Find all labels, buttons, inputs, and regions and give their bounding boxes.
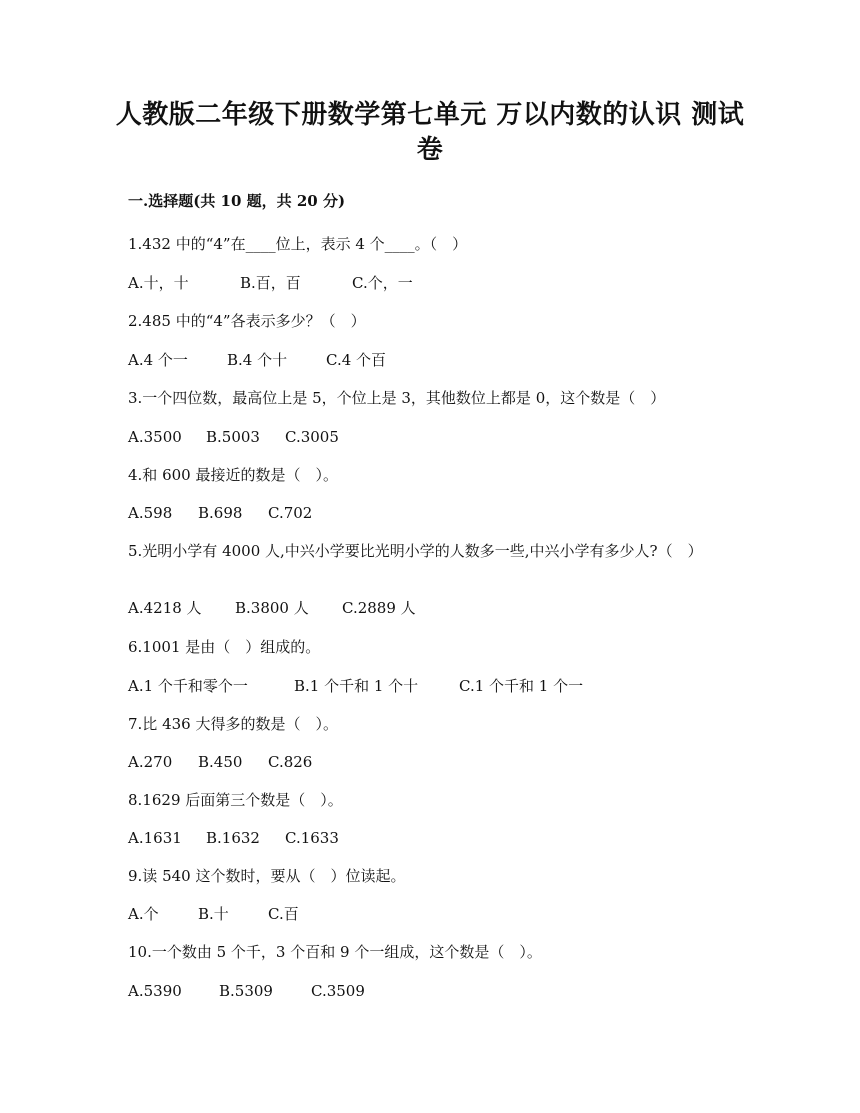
section-heading: 一.选择题(共 10 题，共 20 分) [128, 192, 346, 210]
options-9 [128, 904, 299, 924]
question-10: 10.一个数由 5 个千，3 个百和 9 个一组成，这个数是（ ）。 [128, 943, 542, 961]
question-4: 4.和 600 最接近的数是（ ）。 [128, 466, 338, 484]
option-a: A.1631 [128, 829, 182, 847]
question-8: 8.1629 后面第三个数是（ ）。 [128, 791, 343, 809]
option-a: A.个 [128, 905, 159, 923]
option-c: C.个，一 [352, 274, 413, 292]
option-c: C.2889 人 [342, 599, 416, 617]
options-2 [128, 350, 386, 370]
options-4 [128, 503, 312, 523]
option-b: B.3800 人 [235, 599, 309, 617]
option-b: B.百，百 [240, 274, 301, 292]
option-b: B.698 [198, 504, 243, 522]
options-10 [128, 981, 365, 1001]
option-a: A.598 [128, 504, 173, 522]
option-b: B.5309 [219, 982, 273, 1000]
options-6 [128, 676, 583, 696]
option-a: A.3500 [128, 428, 182, 446]
question-9: 9.读 540 这个数时，要从（ ）位读起。 [128, 867, 406, 885]
question-3: 3.一个四位数，最高位上是 5，个位上是 3，其他数位上都是 0，这个数是（ ） [128, 389, 666, 407]
option-c: C.702 [268, 504, 313, 522]
option-c: C.1633 [285, 829, 339, 847]
question-1: 1.432 中的“4”在____位上，表示 4 个____。（ ） [128, 235, 468, 253]
option-a: A.1 个千和零个一 [128, 677, 248, 695]
question-7: 7.比 436 大得多的数是（ ）。 [128, 715, 338, 733]
option-c: C.1 个千和 1 个一 [459, 677, 584, 695]
option-b: B.4 个十 [227, 351, 288, 369]
option-c: C.826 [268, 753, 313, 771]
options-8 [128, 828, 339, 848]
question-5: 5.光明小学有 4000 人,中兴小学要比光明小学的人数多一些,中兴小学有多少人?（ ） [128, 542, 703, 560]
option-a: A.4 个一 [128, 351, 188, 369]
question-2: 2.485 中的“4”各表示多少？（ ） [128, 312, 366, 330]
option-a: A.4218 人 [128, 599, 202, 617]
option-a: A.270 [128, 753, 173, 771]
option-b: B.1 个千和 1 个十 [294, 677, 419, 695]
option-b: B.1632 [206, 829, 260, 847]
option-b: B.5003 [206, 428, 260, 446]
option-c: C.百 [268, 905, 299, 923]
options-1 [128, 273, 413, 293]
option-b: B.十 [198, 905, 229, 923]
option-b: B.450 [198, 753, 243, 771]
options-3 [128, 427, 339, 447]
options-7 [128, 752, 312, 772]
option-c: C.3509 [311, 982, 365, 1000]
option-c: C.3005 [285, 428, 339, 446]
option-a: A.十，十 [128, 274, 189, 292]
option-a: A.5390 [128, 982, 182, 1000]
options-5 [128, 598, 416, 618]
exam-title: 人教版二年级下册数学第七单元 万以内数的认识 测试卷 [115, 100, 745, 165]
option-c: C.4 个百 [326, 351, 387, 369]
question-6: 6.1001 是由（ ）组成的。 [128, 638, 321, 656]
